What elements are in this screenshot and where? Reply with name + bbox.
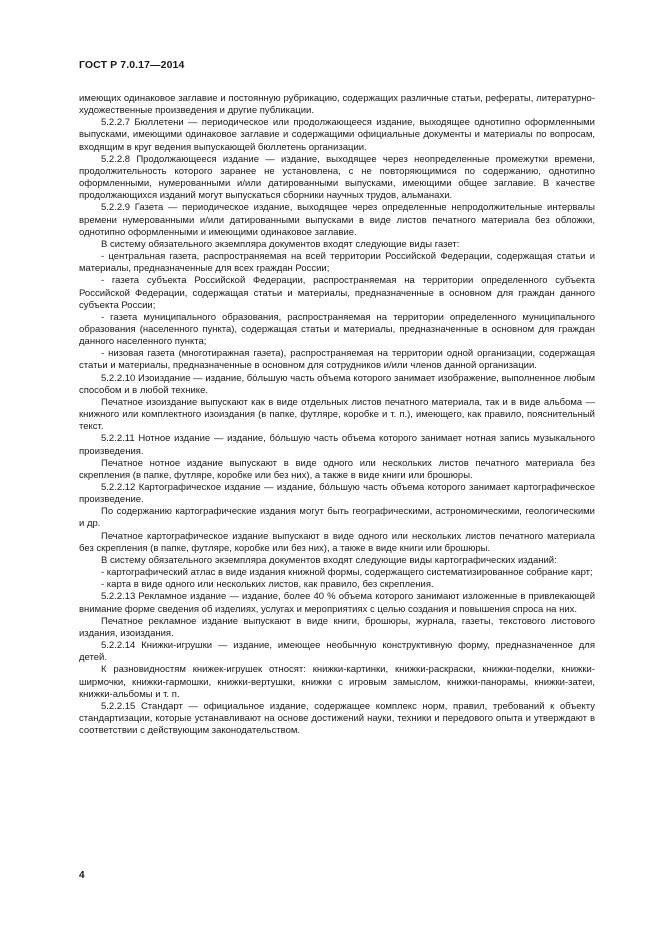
- paragraph: По содержанию картографические издания могут быть географическими, астрономическими, геологическими и др.: [79, 506, 595, 530]
- standard-header: ГОСТ Р 7.0.17—2014: [79, 59, 185, 71]
- list-item: - газета муниципального образования, распространяемая на территории определенного муниципального образования (населенного пункта), содержащая статьи и материалы, предназначенные в основном для граждан данного населенного пункта;: [79, 311, 595, 348]
- paragraph: 5.2.2.10 Изоиздание — издание, бо́льшую часть объема которого занимает изображение, выполненное любым способом и в любой технике.: [79, 372, 595, 396]
- paragraph: имеющих одинаковое заглавие и постоянную рубрикацию, содержащих различные статьи, рефераты, литературно-художественные произведения и другие публикации.: [79, 93, 595, 117]
- paragraph: Печатное нотное издание выпускают в виде одного или нескольких листов печатного материала без скрепления (в папке, футляре, коробке или без них), а также в виде книги или брошюры.: [79, 457, 595, 481]
- paragraph: 5.2.2.9 Газета — периодическое издание, выходящее через определенные непродолжительные интервалы времени нумерованными и/или датированными выпусками в виде листов печатного материала без обложки, однотипно оформленными и имеющими одинаковое заглавие.: [79, 202, 595, 238]
- paragraph: 5.2.2.12 Картографическое издание — издание, бо́льшую часть объема которого занимает картографическое произведение.: [79, 482, 595, 506]
- paragraph: Печатное картографическое издание выпускают в виде одного или нескольких листов печатного материала без скрепления (в папке, футляре, коробке или без них), а также в виде книги или брошюры.: [79, 530, 595, 554]
- paragraph: Печатное рекламное издание выпускают в виде книги, брошюры, журнала, газеты, текстового листового издания, изоиздания.: [79, 615, 595, 639]
- paragraph: 5.2.2.15 Стандарт — официальное издание, содержащее комплекс норм, правил, требований к объекту стандартизации, которые устанавливают на основе достижений науки, техники и передового опыта и утверждают в соответствии с действующим законодательством.: [79, 700, 595, 737]
- list-item: - карта в виде одного или нескольких листов, как правило, без скрепления.: [101, 579, 434, 591]
- list-item: - центральная газета, распространяемая на всей территории Российской Федерации, содержащая статьи и материалы, предназначенные для всех граждан России;: [79, 251, 595, 275]
- paragraph: В систему обязательного экземпляра документов входят следующие виды картографических изданий:: [101, 554, 557, 566]
- paragraph: Печатное изоиздание выпускают как в виде отдельных листов печатного материала, так и в виде альбома — книжного или комплектного изоиздания (в папке, футляре, коробке и т. п.), имеющего, как правило, пояснительный текст.: [79, 396, 595, 433]
- list-item: - низовая газета (многотиражная газета), распространяемая на территории одной организации, содержащая статьи и материалы, предназначенные в основном для сотрудников и/или членов данной организации.: [79, 348, 595, 372]
- paragraph: 5.2.2.14 Книжки-игрушки — издание, имеющее необычную конструктивную форму, предназначенное для детей.: [79, 640, 595, 664]
- paragraph: 5.2.2.7 Бюллетени — периодическое или продолжающееся издание, выходящее однотипно оформленными выпусками, имеющими одинаковое заглавие и содержащими официальные документы и материалы по вопросам, входящим в круг ведения выпускающей бюллетень организации.: [79, 117, 595, 153]
- page-number: 4: [79, 870, 85, 881]
- document-body: [79, 93, 595, 737]
- paragraph: 5.2.2.13 Рекламное издание — издание, более 40 % объема которого занимают изложенные в привлекающей внимание форме сведения об изделиях, услугах и мероприятиях с целью создания и повышения спроса на них.: [79, 591, 595, 615]
- paragraph: 5.2.2.8 Продолжающееся издание — издание, выходящее через неопределенные промежутки времени, продолжительность которого заранее не установлена, с не повторяющимися по содержанию, однотипно оформленными, нумерованными и/или датированными выпусками, имеющими общее заглавие. В качестве продолжающихся изданий могут выпускаться сборники научных трудов, альманахи.: [79, 153, 595, 202]
- paragraph: 5.2.2.11 Нотное издание — издание, бо́льшую часть объема которого занимает нотная запись музыкального произведения.: [79, 433, 595, 457]
- paragraph: К разновидностям книжек-игрушек относят: книжки-картинки, книжки-раскраски, книжки-поделки, книжки-ширмочки, книжки-гармошки, книжки-вертушки, книжки с игровым замыслом, книжки-панорамы, книжки-затеи, книжки-альбомы и т. п.: [79, 664, 595, 700]
- list-item: - картографический атлас в виде издания книжной формы, содержащего систематизированное собрание карт;: [101, 567, 593, 579]
- paragraph: В систему обязательного экземпляра документов входят следующие виды газет:: [101, 238, 460, 250]
- list-item: - газета субъекта Российской Федерации, распространяемая на территории определенного субъекта Российской Федерации, содержащая статьи и материалы, предназначенные в основном для граждан данного субъекта России;: [79, 275, 595, 311]
